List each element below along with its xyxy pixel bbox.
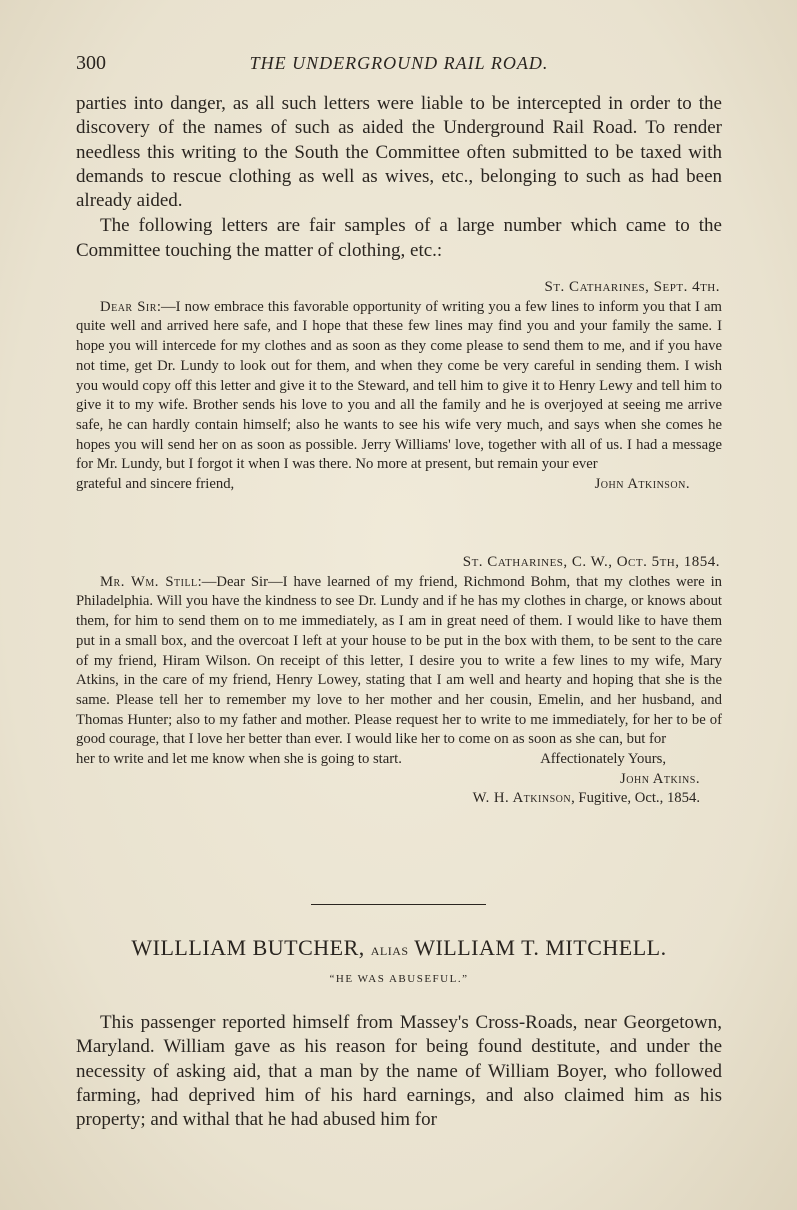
letter-2-dateline — [76, 553, 722, 573]
page-number: 300 — [76, 52, 106, 74]
running-title: THE UNDERGROUND RAIL ROAD. — [249, 53, 549, 73]
intro-paragraph-2: The following letters are fair samples of a large number which came to the Committee touching the matter of clothing, etc.: — [76, 215, 722, 261]
intro-text — [76, 92, 722, 263]
letter-2-salutation: Mr. Wm. Still — [100, 573, 198, 590]
letter-1 — [76, 278, 722, 495]
letter-2-signature-2 — [76, 789, 722, 809]
section-title-alias: alias — [370, 940, 409, 959]
letter-2 — [76, 553, 722, 809]
section-divider — [311, 904, 486, 905]
section-title-part-2: WILLIAM T. MITCHELL. — [414, 935, 667, 960]
letter-2-closing: Affectionately Yours, — [540, 751, 666, 768]
letter-2-body — [76, 573, 722, 750]
intro-paragraph-1: parties into danger, as all such letters were liable to be intercepted in order to the discovery of the names of such as aided the Underground Rail Road. To render needless this writing to the South the Committee often submitted to be taxed with demands to rescue clothing as well as wives, etc., belonging to such as had been already aided. — [76, 93, 722, 212]
section-title — [76, 935, 722, 961]
letter-1-dateline: St. Catharines, Sept. 4th. — [544, 279, 720, 295]
letter-1-body — [76, 298, 722, 475]
letter-2-signature: John Atkins. — [620, 770, 700, 787]
section-subtitle: “HE WAS ABUSEFUL.” — [329, 973, 469, 985]
running-header — [76, 52, 722, 82]
letter-2-signature-2-rest: , Fugitive, Oct., 1854. — [571, 790, 700, 807]
letter-2-dateline-text: St. Catharines, C. W., Oct. 5th, 1854. — [462, 554, 720, 570]
letter-2-closing-line — [76, 750, 722, 770]
letter-1-signature: John Atkinson. — [594, 476, 690, 493]
section-title-part-1: WILLLIAM BUTCHER, — [131, 935, 365, 960]
letter-2-text: :—Dear Sir—I have learned of my friend, Richmond Bohm, that my clothes were in Philadelphia. Will you have the kindness to see Dr. Lundy and if he has my clothes in charge, or knows about them, for him to send them on to me immediately, as I am in great need of them. I would like to have them put in a small box, and the overcoat I left at your house to be put in the box with them, to be sent to the care of my friend, Hiram Wilson. On receipt of this letter, I desire you to write a few lines to my wife, Mary Atkins, in the care of my friend, Henry Lowey, stating that I am well and hearty and hoping that she is the same. Please tell her to remember my love to her mother and her cousin, Emelin, and her husband, and Thomas Hunter; also to my father and mother. Please request her to write to me immediately, for her to be of good courage, that I love her better than ever. I would like her to come on as soon as she can, but for — [76, 573, 722, 748]
letter-1-text: :—I now embrace this favorable opportunity of writing you a few lines to inform you that I am quite well and arrived here safe, and I hope that these few lines may find you and your family the same. I hope you will intercede for my clothes and as soon as they come please to send them to me, and if you have not time, get Dr. Lundy to look out for them, and when they come be very careful in sending them. I wish you would copy off this letter and give it to the Steward, and tell him to give it to Henry Lewy and tell him to give it to my wife. Brother sends his love to you and all the family and he is overjoyed at seeing me arrive safe, he can hardly contain himself; also he wants to see his wife very much, and says when she comes he hopes you will send her on as soon as possible. Jerry Williams' love, together with all of us. I had a message for Mr. Lundy, but I forgot it when I was there. No more at present, but remain your ever — [76, 298, 722, 473]
letter-1-salutation: Dear Sir — [100, 298, 157, 315]
letter-1-closing-line — [76, 475, 722, 495]
letter-2-last-line: her to write and let me know when she is going to start. — [76, 751, 402, 768]
letter-1-closing: grateful and sincere friend, — [76, 476, 235, 493]
section-paragraph: This passenger reported himself from Massey's Cross-Roads, near Georgetown, Maryland. William gave as his reason for being found destitute, and under the necessity of asking aid, that a man by the name of William Boyer, who followed farming, had deprived him of his hard earnings, and also claimed him as his property; and withal that he had abused him for — [76, 1012, 722, 1131]
letter-2-signature-2-name: W. H. Atkinson — [472, 790, 572, 807]
section-body — [76, 1011, 722, 1132]
